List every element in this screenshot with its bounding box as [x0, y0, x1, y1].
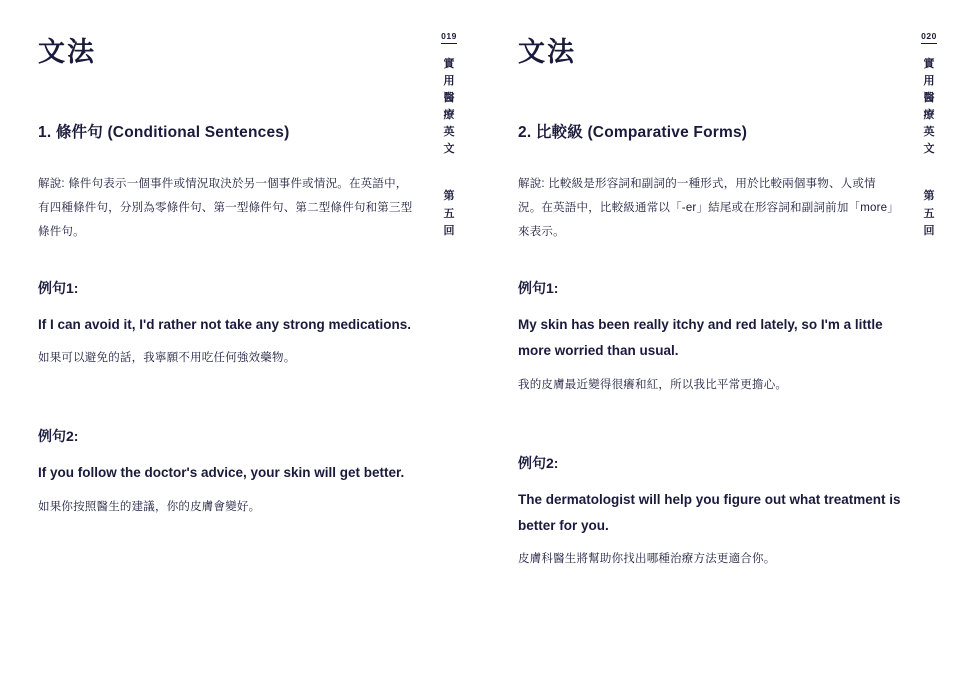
example-label: 例句1:	[38, 280, 79, 297]
example-english: If you follow the doctor's advice, your skin will get better.	[38, 465, 405, 481]
example-label: 例句2:	[518, 454, 559, 471]
vertical-book-title-left: 實 用 醫 療 英 文	[443, 58, 455, 156]
page-left-margin-column	[438, 26, 460, 240]
page-title-right: 文法	[518, 37, 576, 67]
example-block-2-right	[518, 453, 934, 571]
page-number-left: 019	[441, 31, 457, 44]
example-chinese: 皮膚科醫生將幫助你找出哪種治療方法更適合你。	[518, 553, 776, 566]
vertical-chapter-label-right: 第 五 回	[923, 190, 935, 237]
example-english: My skin has been really itchy and red lately, so I'm a little more worried than usual.	[518, 317, 883, 359]
page-right	[480, 0, 960, 678]
explanation-left: 解說: 條件句表示一個事件或情況取決於另一個事件或情況。在英語中，有四種條件句，分別為零條件句、第一型條件句、第二型條件句和第三型條件句。	[38, 177, 413, 238]
example-label: 例句2:	[38, 428, 79, 445]
example-chinese: 我的皮膚最近變得很癢和紅，所以我比平常更擔心。	[518, 378, 788, 391]
explanation-right: 解說: 比較級是形容詞和副詞的一種形式，用於比較兩個事物、人或情況。在英語中，比較級通常以「-er」結尾或在形容詞和副詞前加「more」來表示。	[518, 177, 894, 238]
example-english: The dermatologist will help you figure out what treatment is better for you.	[518, 491, 901, 533]
vertical-book-title-right: 實 用 醫 療 英 文	[923, 58, 935, 156]
section-heading-left: 1. 條件句 (Conditional Sentences)	[38, 123, 290, 141]
page-number-right: 020	[921, 31, 937, 44]
example-chinese: 如果你按照醫生的建議，你的皮膚會變好。	[38, 500, 261, 513]
page-title-left: 文法	[38, 37, 96, 67]
vertical-chapter-label-left: 第 五 回	[443, 190, 455, 237]
example-english: If I can avoid it, I'd rather not take any strong medications.	[38, 317, 412, 333]
example-label: 例句1:	[518, 280, 559, 297]
section-heading-right: 2. 比較級 (Comparative Forms)	[518, 123, 748, 141]
example-block-2-left	[38, 426, 454, 518]
example-block-1-right	[518, 278, 934, 396]
example-block-1-left	[38, 278, 454, 370]
page-right-margin-column	[918, 26, 940, 240]
example-chinese: 如果可以避免的話，我寧願不用吃任何強效藥物。	[38, 352, 296, 365]
